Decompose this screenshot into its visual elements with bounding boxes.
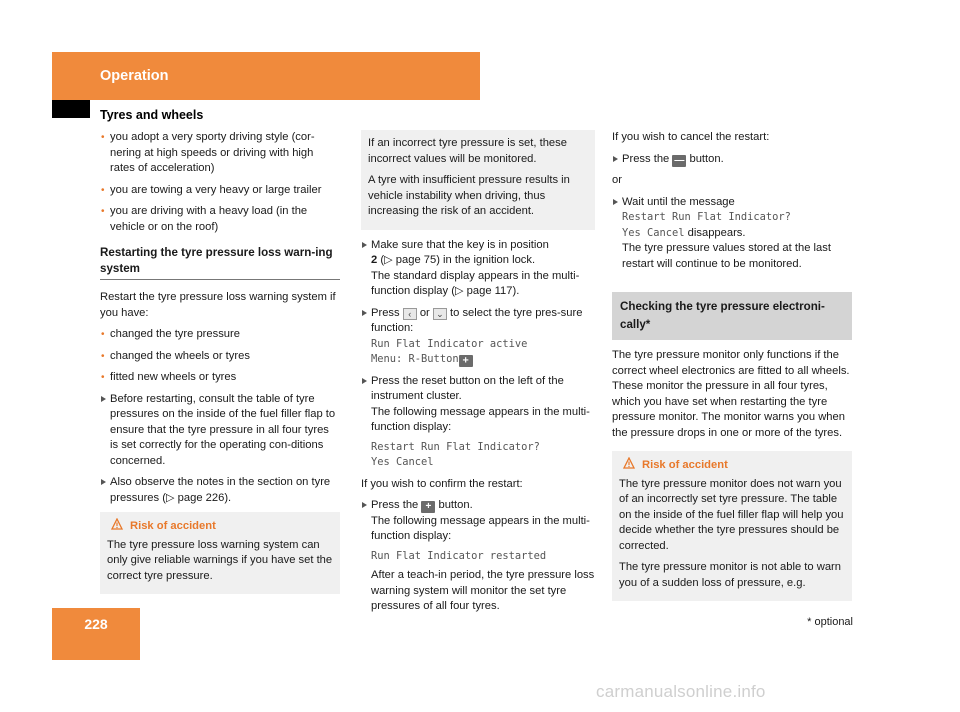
warning-text: The tyre pressure loss warning system can only give reliable warnings if you have set the correct tyre pressure.: [107, 538, 333, 582]
restart-heading: Restarting the tyre pressure loss warn-ing system: [100, 245, 340, 280]
confirm-intro: If you wish to confirm the restart:: [361, 477, 523, 490]
subsection-title: Tyres and wheels: [100, 108, 204, 122]
plus-button-icon: +: [459, 355, 473, 367]
plus-button-icon: +: [421, 501, 435, 513]
instruction-step: Press the reset button on the left of the instrument cluster. The following message appears in the multi-function display: Restart Run Flat Indicator? Yes Cancel: [361, 374, 595, 471]
display-message: Menu: R-Button +: [371, 352, 595, 368]
warning-title-row: [619, 457, 846, 474]
list-item: • fitted new wheels or tyres: [100, 370, 340, 386]
section-title: Operation: [100, 68, 169, 84]
display-message: Run Flat Indicator active: [371, 337, 528, 350]
list-item: • you are driving with a heavy load (in the vehicle or on the roof): [100, 204, 340, 235]
display-message: Run Flat Indicator restarted: [371, 549, 547, 562]
warning-title: Risk of accident: [130, 520, 216, 532]
list-item: • changed the tyre pressure: [100, 327, 340, 343]
list-item: • you are towing a very heavy or large trailer: [100, 183, 340, 199]
instruction-step: Press ‹ or ⌄ to select the tyre pres-sure function: Run Flat Indicator active Menu: R-Button +: [361, 306, 595, 368]
column-right: [612, 130, 852, 609]
display-message: Restart Run Flat Indicator?: [371, 440, 540, 453]
arrow-down-button-icon: ⌄: [433, 308, 447, 320]
display-message: Yes Cancel: [622, 226, 685, 239]
warning-box: [100, 512, 340, 594]
page-number-block: [52, 608, 140, 660]
instruction-step: Make sure that the key is in position 2 (▷ page 75) in the ignition lock. The standard display appears in the multi-function display (▷ page 117).: [361, 238, 595, 300]
instruction-step: Press the — button.: [612, 152, 852, 168]
warning-continuation-box: [361, 130, 595, 230]
instruction-step: Before restarting, consult the table of tyre pressures on the inside of the fuel filler flap to ensure that the tyre pressure in all four tyres is set correctly for the operating con-ditions concerned.: [100, 392, 340, 470]
warning-text: The tyre pressure monitor is not able to warn you of a sudden loss of pressure, e.g.: [619, 561, 841, 589]
warning-text: If an incorrect tyre pressure is set, these incorrect values will be monitored.: [368, 137, 567, 165]
column-middle: [361, 130, 595, 621]
display-message: Yes Cancel: [371, 456, 434, 468]
warning-triangle-icon: [623, 457, 635, 469]
check-electronic-heading: Checking the tyre pressure electroni-cally*: [612, 292, 852, 340]
warning-title-row: [107, 518, 334, 535]
instruction-step: Press the + button. The following message appears in the multi-function display: Run Flat Indicator restarted After a teach-in period, the tyre pressure loss warning system will monitor the set tyre pressures of all four tyres.: [361, 498, 595, 615]
monitor-body: The tyre pressure monitor only functions if the correct wheel electronics are fitted to all wheels. These monitor the pressure in all four tyres, which you have set when restarting the tyre pressure monitor. The monitor warns you when the pressure drops in one or more of the tyres.: [612, 349, 850, 439]
warning-box: [612, 451, 852, 601]
footnote: * optional: [807, 616, 853, 628]
column-left: [100, 130, 340, 602]
minus-button-icon: —: [674, 154, 685, 166]
cancel-intro: If you wish to cancel the restart:: [612, 131, 770, 143]
list-item: • you adopt a very sporty driving style (cor-nering at high speeds or driving with high rates of acceleration): [100, 130, 340, 177]
watermark: carmanualsonline.info: [596, 682, 766, 701]
instruction-step: Wait until the message Restart Run Flat Indicator? Yes Cancel disappears. The tyre pressure values stored at the last restart will continue to be monitored.: [612, 195, 852, 273]
warning-text: The tyre pressure monitor does not warn you of an incorrectly set tyre pressure. The table on the inside of the fuel filler flap will help you decide whether the tyre pressures should be corrected.: [619, 477, 844, 552]
section-tab-marker: [52, 100, 90, 118]
display-message: Restart Run Flat Indicator?: [622, 211, 791, 223]
warning-triangle-icon: [111, 518, 123, 530]
or-text: or: [612, 174, 622, 186]
instruction-step: Also observe the notes in the section on tyre pressures (▷ page 226).: [100, 475, 340, 506]
warning-title: Risk of accident: [642, 459, 728, 471]
restart-intro: Restart the tyre pressure loss warning system if you have:: [100, 291, 336, 319]
page-number: 228: [84, 616, 108, 632]
warning-text: A tyre with insufficient pressure results in vehicle instability when driving, thus increasing the risk of an accident.: [368, 174, 570, 217]
arrow-up-button-icon: ‹: [403, 308, 417, 320]
list-item: • changed the wheels or tyres: [100, 349, 340, 365]
